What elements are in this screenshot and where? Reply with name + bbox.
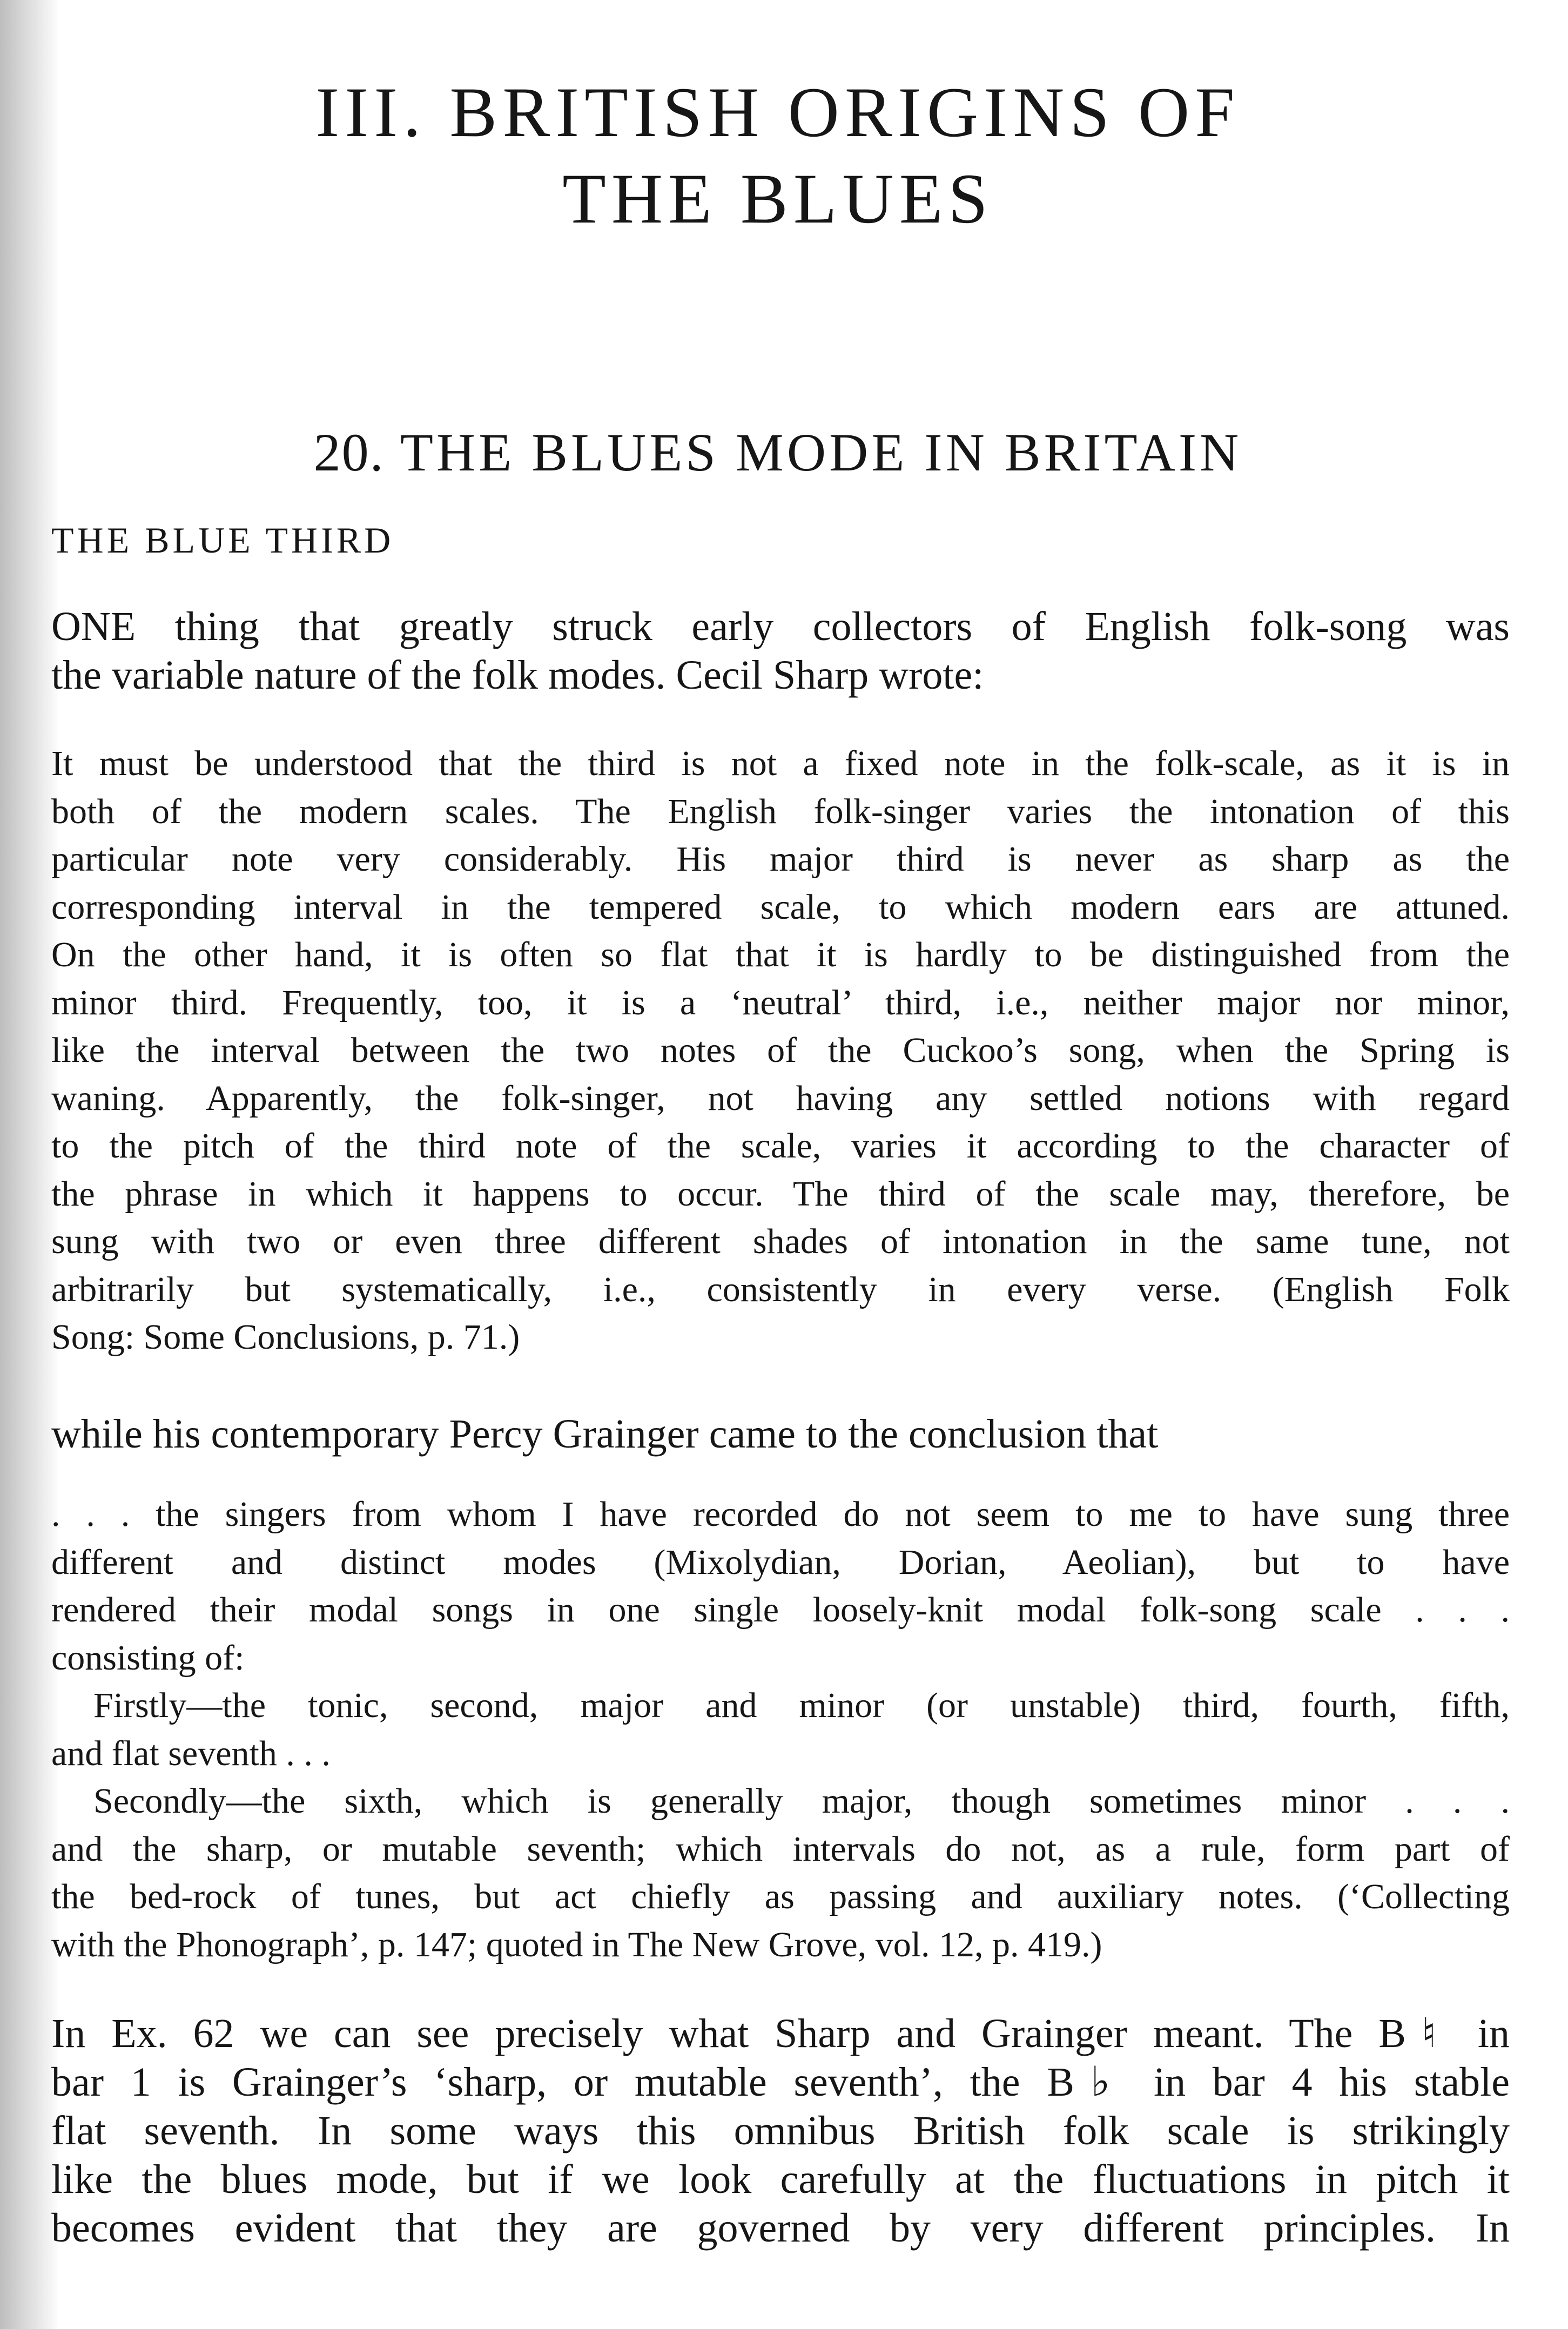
page-gutter-shadow	[0, 0, 59, 2329]
quote-line: consisting of:	[51, 1638, 245, 1678]
chapter-title-text: THE BLUES MODE IN BRITAIN	[400, 422, 1242, 482]
quote-line: different and distinct modes (Mixolydian, Dorian, Aeolian), but to have	[51, 1542, 1510, 1582]
sharp-quotation	[51, 740, 1510, 1362]
part-title-line-2: THE BLUES	[562, 159, 993, 239]
paragraph-line: becomes evident that they are governed by very different principles. In	[51, 2205, 1510, 2251]
paragraph-line: flat seventh. In some ways this omnibus British folk scale is strikingly	[51, 2108, 1510, 2153]
quote-line: and flat seventh . . .	[51, 1733, 331, 1773]
part-title-line-1: III. BRITISH ORIGINS OF	[315, 72, 1240, 152]
quote-line: Song: Some Conclusions, p. 71.)	[51, 1317, 520, 1357]
quote-line: rendered their modal songs in one single loosely-knit modal folk-song scale . . .	[51, 1590, 1510, 1630]
paragraph-line: In Ex. 62 we can see precisely what Sharp and Grainger meant. The B♮ in	[51, 2011, 1510, 2056]
grainger-quotation	[51, 1491, 1510, 1969]
paragraph-line: the variable nature of the folk modes. Cecil Sharp wrote:	[51, 652, 984, 698]
quote-line: waning. Apparently, the folk-singer, not having any settled notions with regard	[51, 1078, 1510, 1118]
quote-line: On the other hand, it is often so flat that it is hardly to be distinguished from the	[51, 935, 1510, 974]
paragraph-line: while his contemporary Percy Grainger came to the conclusion that	[51, 1411, 1159, 1457]
quote-line: corresponding interval in the tempered scale, to which modern ears are attuned.	[51, 887, 1510, 927]
quote-line: Secondly—the sixth, which is generally major, though sometimes minor . . .	[93, 1781, 1510, 1821]
quote-line: particular note very considerably. His major third is never as sharp as the	[51, 839, 1510, 879]
quote-line: . . . the singers from whom I have recorded do not seem to me to have sung three	[51, 1495, 1510, 1534]
quote-line: with the Phonograph’, p. 147; quoted in The New Grove, vol. 12, p. 419.)	[51, 1924, 1102, 1964]
paragraph-1	[51, 602, 1510, 699]
quote-line: It must be understood that the third is not a fixed note in the folk-scale, as it is in	[51, 744, 1510, 783]
section-heading: THE BLUE THIRD	[51, 520, 394, 561]
chapter-title	[0, 418, 1556, 488]
paragraph-2	[51, 1410, 1510, 1458]
chapter-number: 20.	[313, 422, 385, 482]
quote-line: the phrase in which it happens to occur. The third of the scale may, therefore, be	[51, 1174, 1510, 1214]
paragraph-line: bar 1 is Grainger’s ‘sharp, or mutable seventh’, the B♭ in bar 4 his stable	[51, 2059, 1510, 2105]
paragraph-3	[51, 2009, 1510, 2252]
book-page	[51, 0, 1510, 2329]
quote-line: Firstly—the tonic, second, major and minor (or unstable) third, fourth, fifth,	[93, 1686, 1510, 1725]
quote-line: sung with two or even three different shades of intonation in the same tune, not	[51, 1222, 1510, 1261]
paragraph-line: ONE thing that greatly struck early collectors of English folk-song was	[51, 604, 1510, 649]
part-title	[0, 69, 1556, 242]
quote-line: like the interval between the two notes of the Cuckoo’s song, when the Spring is	[51, 1031, 1510, 1070]
quote-line: to the pitch of the third note of the scale, varies it according to the character of	[51, 1126, 1510, 1166]
quote-line: both of the modern scales. The English folk-singer varies the intonation of this	[51, 791, 1510, 831]
quote-line: and the sharp, or mutable seventh; which intervals do not, as a rule, form part of	[51, 1829, 1510, 1869]
quote-line: arbitrarily but systematically, i.e., consistently in every verse. (English Folk	[51, 1269, 1510, 1309]
quote-line: the bed-rock of tunes, but act chiefly as passing and auxiliary notes. (‘Collecting	[51, 1877, 1510, 1916]
paragraph-line: like the blues mode, but if we look carefully at the fluctuations in pitch it	[51, 2157, 1510, 2202]
quote-line: minor third. Frequently, too, it is a ‘neutral’ third, i.e., neither major nor minor,	[51, 982, 1510, 1022]
